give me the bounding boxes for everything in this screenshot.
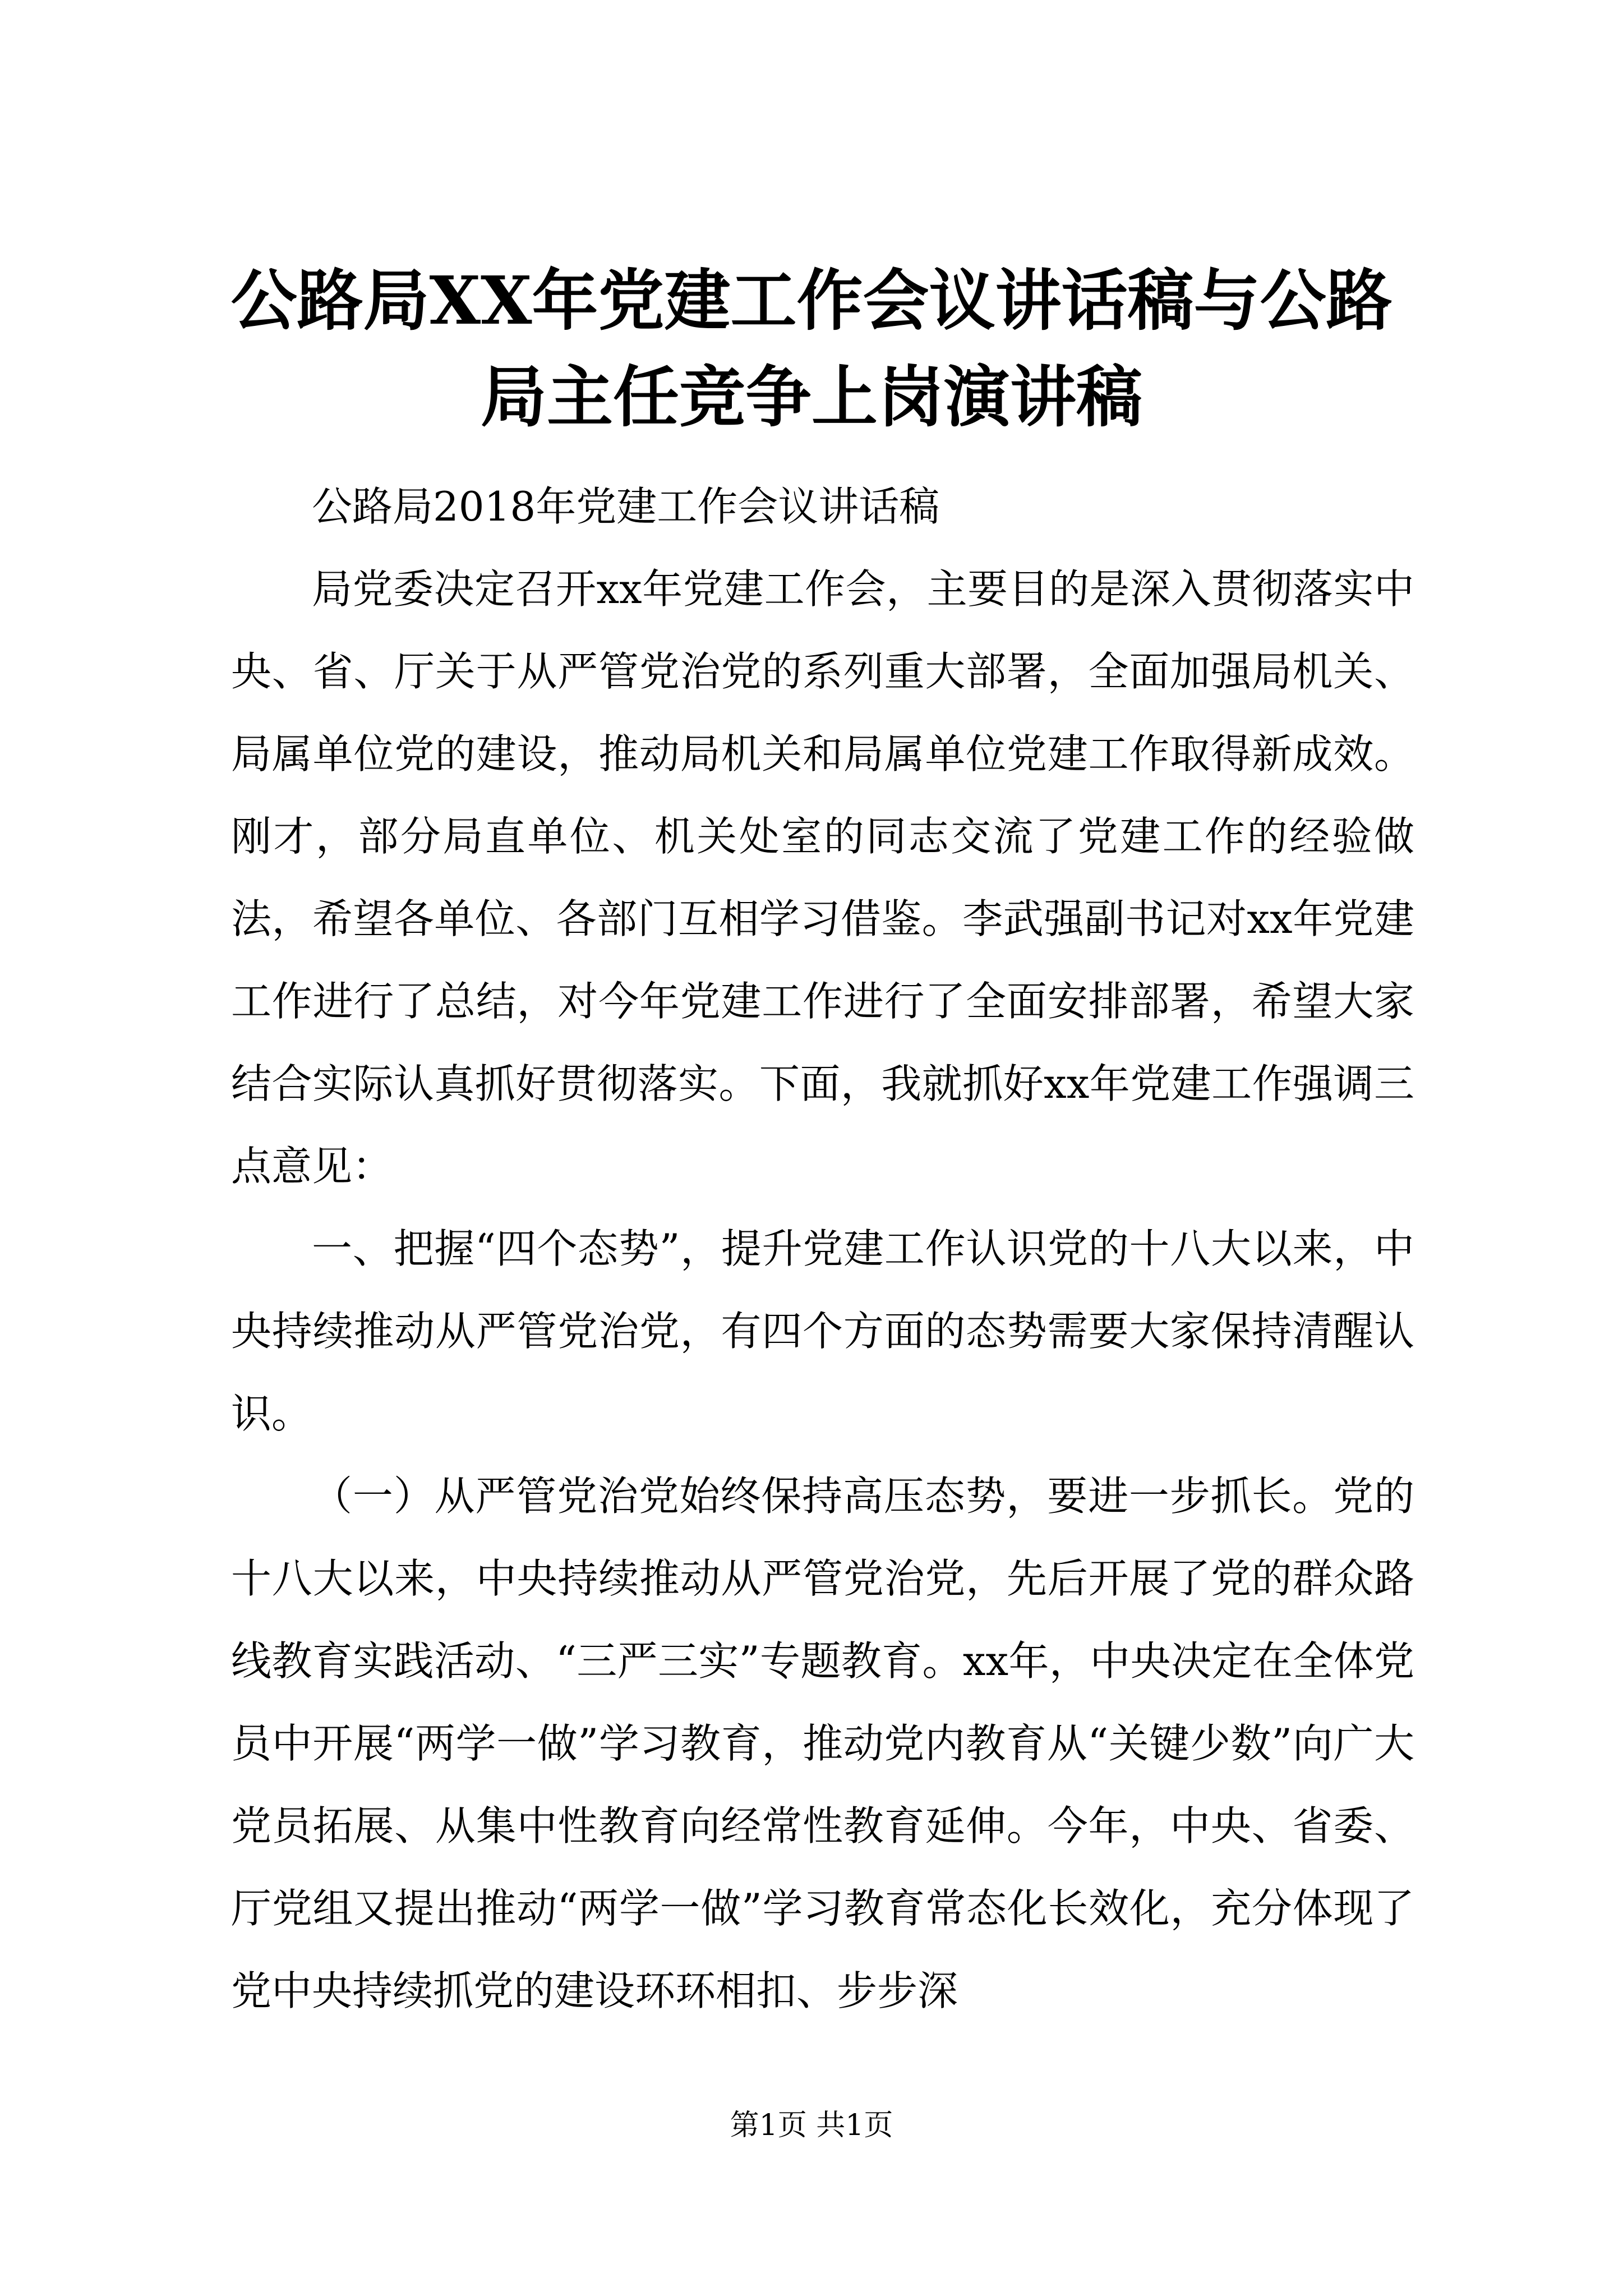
document-title: 公路局XX年党建工作会议讲话稿与公路局主任竞争上岗演讲稿 [230, 261, 1393, 436]
paragraph-subsection-one: （一）从严管党治党始终保持高压态势，要进一步抓长。党的十八大以来，中央持续推动从严管党治党，先后开展了党的群众路线教育实践活动、“三严三实”专题教育。xx年，中央决定在全体党员中开展“两学一做”学习教育，推动党内教育从“关键少数”向广大党员拓展、从集中性教育向经常性教育延伸。今年，中央、省委、厅党组又提出推动“两学一做”学习教育常态化长效化，充分体现了党中央持续抓党的建设环环相扣、步步深 [231, 1473, 1414, 2014]
paragraph-subtitle: 公路局2018年党建工作会议讲话稿 [312, 483, 940, 530]
paragraph-intro: 局党委决定召开xx年党建工作会，主要目的是深入贯彻落实中央、省、厅关于从严管党治党的系列重大部署，全面加强局机关、局属单位党的建设，推动局机关和局属单位党建工作取得新成效。刚才，部分局直单位、机关处室的同志交流了党建工作的经验做法，希望各单位、各部门互相学习借鉴。李武强副书记对xx年党建工作进行了总结，对今年党建工作进行了全面安排部署，希望大家结合实际认真抓好贯彻落实。下面，我就抓好xx年党建工作强调三点意见： [231, 565, 1414, 1190]
document-body [231, 466, 1414, 2032]
paragraph-section-one: 一、把握“四个态势”，提升党建工作认识党的十八大以来，中央持续推动从严管党治党，有四个方面的态势需要大家保持清醒认识。 [231, 1225, 1414, 1437]
page-footer: 第1页 共1页 [730, 2109, 893, 2142]
